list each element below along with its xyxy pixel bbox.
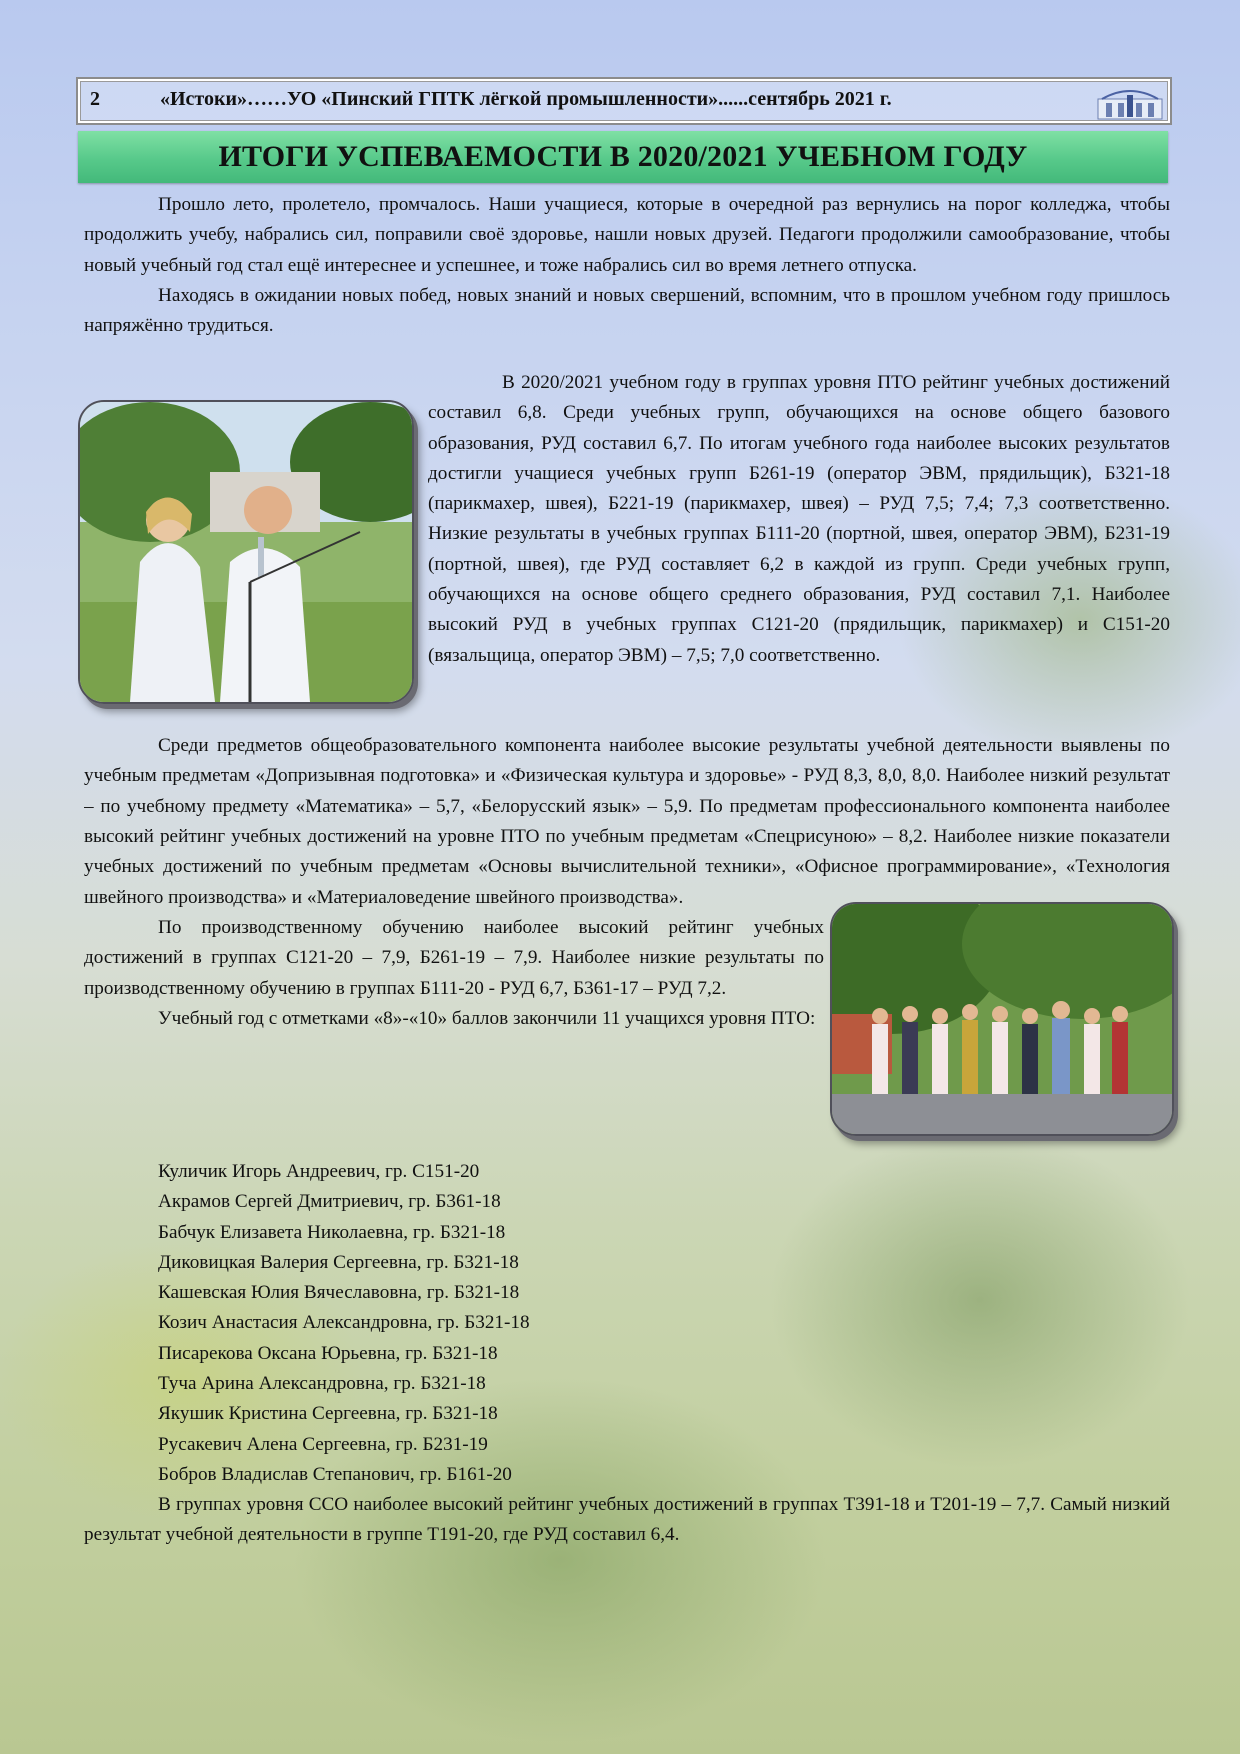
list-item: Якушик Кристина Сергеевна, гр. Б321-18 xyxy=(158,1403,498,1425)
list-item: Акрамов Сергей Дмитриевич, гр. Б361-18 xyxy=(158,1191,501,1213)
paragraph-sso: В группах уровня ССО наиболее высокий рейтинг учебных достижений в группах Т391-18 и Т201-19 – 7,7. Самый низкий результат учебной деятельности в группе Т191-20, где РУД составил 6,4. xyxy=(84,1494,1170,1546)
group-photo-image-icon xyxy=(832,904,1172,1134)
results-text xyxy=(428,368,1170,671)
list-item: Бобров Владислав Степанович, гр. Б161-20 xyxy=(158,1463,512,1485)
award-ceremony-image-icon xyxy=(80,402,412,702)
paragraph-practice: По производственному обучению наиболее высокий рейтинг учебных достижений в группах С121-20 – 7,9, Б261-19 – 7,9. Наиболее низкие результаты по производственному обучению в группах Б111-20 - РУД 6,7, Б361-17 – РУД 7,2. xyxy=(84,917,824,999)
article-title-banner xyxy=(78,131,1168,183)
list-item: Диковицкая Валерия Сергеевна, гр. Б321-18 xyxy=(158,1251,519,1273)
list-item: Писарекова Оксана Юрьевна, гр. Б321-18 xyxy=(158,1342,498,1364)
paragraph-intro: Прошло лето, пролетело, промчалось. Наши учащиеся, которые в очередной раз вернулись на порог колледжа, чтобы продолжить учебу, набрались сил, поправили своё здоровье, нашли новых друзей. Педагоги продолжили самообразование, чтобы новый учебный год стал ещё интереснее и успешнее, и тоже набрались сил во время летнего отпуска. xyxy=(84,194,1170,276)
paragraph-expectation: Находясь в ожидании новых побед, новых знаний и новых свершений, вспомним, что в прошлом учебном году пришлось напряжённо трудиться. xyxy=(84,284,1170,337)
sso-text xyxy=(84,1490,1170,1551)
list-item: Бабчук Елизавета Николаевна, гр. Б321-18 xyxy=(158,1221,506,1243)
list-item: Туча Арина Александровна, гр. Б321-18 xyxy=(158,1373,486,1395)
list-item: Козич Анастасия Александровна, гр. Б321-18 xyxy=(158,1312,530,1334)
list-item: Русакевич Алена Сергеевна, гр. Б231-19 xyxy=(158,1433,488,1455)
page-header xyxy=(76,77,1172,125)
subjects-text-full xyxy=(84,731,1170,882)
intro-text xyxy=(84,190,1170,341)
college-logo-icon xyxy=(1096,81,1164,121)
newspaper-header-title: «Истоки»……УО «Пинский ГПТК лёгкой промышленности»......сентябрь 2021 г. xyxy=(160,88,892,110)
list-item: Куличик Игорь Андреевич, гр. С151-20 xyxy=(158,1161,480,1182)
paragraph-subjects-wide: Среди предметов общеобразовательного компонента наиболее высокие результаты учебной деятельности выявлены по учебным предметам «Допризывная подготовка» и «Физическая культура и здоровье» - РУД 8,3, 8,0, 8,0. Наиболее низкий результат – по учебному предмету «Математика» – 5,7, «Белорусский язык» – 5,9. По предметам профессионального компонента наиболее высокий рейтинг учебных достижений на уровне ПТО по учебным предметам «Спецрисуною» – 8,2. Наиболее низкие показатели учебных достижений по учебным предметам «Основы вычислительной техники», «Офисное программирование», «Технология xyxy=(84,735,1170,878)
article-title: ИТОГИ УСПЕВАЕМОСТИ В 2020/2021 УЧЕБНОМ ГОДУ xyxy=(218,140,1028,173)
list-item: Кашевская Юлия Вячеславовна, гр. Б321-18 xyxy=(158,1282,520,1304)
paragraph-subjects-continued: швейного производства» и «Материаловедение швейного производства». xyxy=(84,887,684,908)
subjects-continuation-space xyxy=(84,883,824,913)
honor-students-list xyxy=(158,1157,530,1490)
paragraph-honor-intro: Учебный год с отметками «8»-«10» баллов закончили 11 учащихся уровня ПТО: xyxy=(158,1007,816,1029)
subjects-continuation xyxy=(84,883,824,1034)
paragraph-results: В 2020/2021 учебном году в группах уровня ПТО рейтинг учебных достижений составил 6,8. Среди учебных групп, обучающихся на основе общего базового образования, РУД составил 6,7. По итогам учебного года наиболее высоких результатов достигли учащиеся учебных групп Б261-19 (оператор ЭВМ, прядильщик), Б321-18 (парикмахер, швея), Б221-19 (парикмахер, швея) – РУД 7,5; 7,4; 7,3 соответственно. Низкие результаты в учебных группах Б111-20 (портной, швея, оператор ЭВМ), Б231-19 (портной, швея), где РУД составляет 6,2 в каждой из групп. Среди учебных групп, обучающихся на основе общего среднего образования, РУД составил 7,1. Наиболее высокий РУД в учебных группах С121-20 (прядильщик, парикмахер) и С151-20 (вязальщица, оператор ЭВМ) – 7,5; 7,0 соответственно. xyxy=(428,372,1170,666)
page-number: 2 xyxy=(90,88,100,110)
group-photo xyxy=(830,902,1174,1136)
award-ceremony-photo xyxy=(78,400,414,704)
